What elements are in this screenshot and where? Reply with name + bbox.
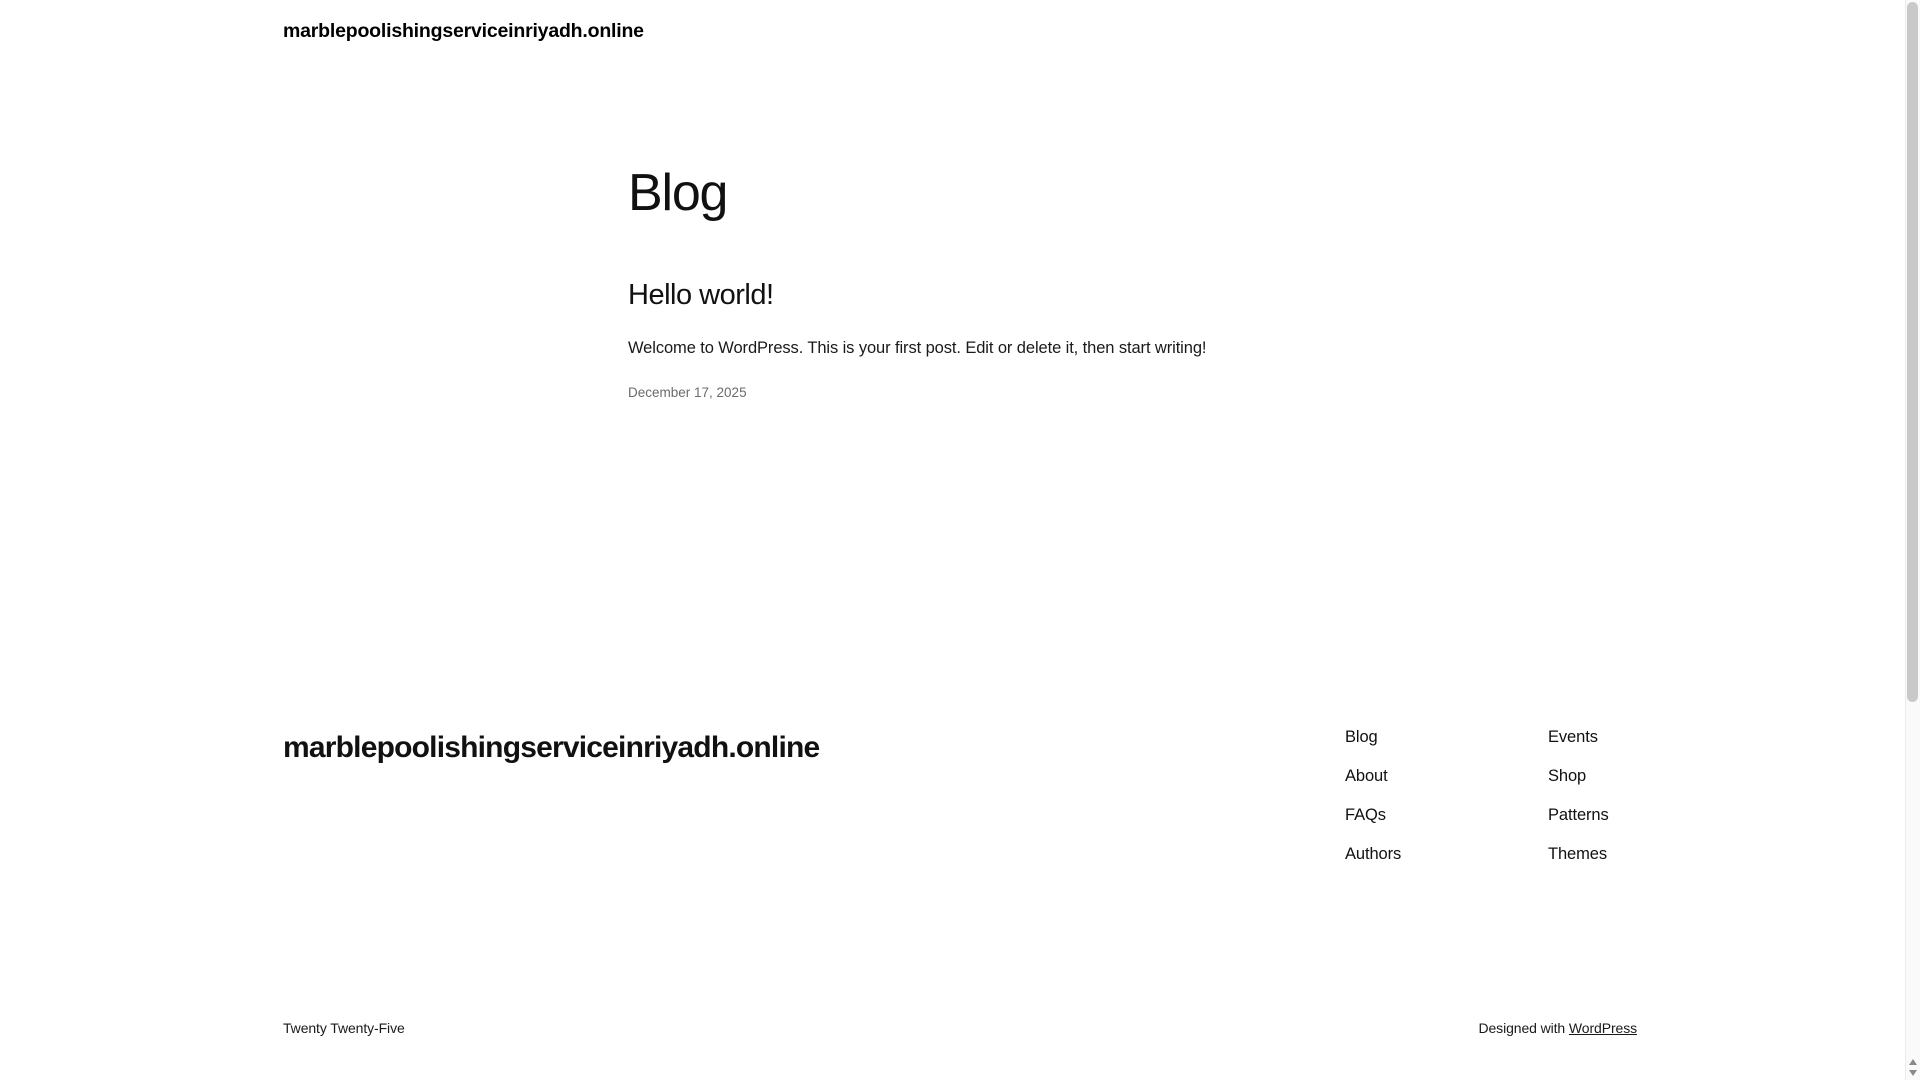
- post-title-link[interactable]: Hello world!: [628, 279, 774, 311]
- footer-bottom-bar: [0, 1020, 1920, 1080]
- wordpress-link[interactable]: WordPress: [1568, 1020, 1637, 1036]
- footer-link-shop[interactable]: Shop: [1548, 767, 1587, 786]
- page-title: Blog: [628, 163, 728, 222]
- vertical-scrollbar[interactable]: [1905, 0, 1920, 1080]
- post-excerpt: Welcome to WordPress. This is your first post. Edit or delete it, then start writing!: [628, 338, 1207, 357]
- site-title-link[interactable]: marblepoolishingserviceinriyadh.online: [283, 20, 644, 42]
- footer-credit: [1478, 1020, 1637, 1036]
- scrollbar-thumb[interactable]: [1907, 2, 1918, 702]
- footer-link-themes[interactable]: Themes: [1548, 845, 1608, 864]
- footer-site-title-link[interactable]: marblepoolishingserviceinriyadh.online: [283, 731, 820, 764]
- footer-nav-column-2: [1548, 728, 1751, 864]
- footer-link-authors[interactable]: Authors: [1345, 845, 1402, 864]
- footer-link-faqs[interactable]: FAQs: [1345, 806, 1386, 825]
- footer-credit-prefix: Designed with: [1478, 1020, 1569, 1036]
- post-date: December 17, 2025: [628, 385, 747, 401]
- scroll-down-arrow-icon[interactable]: [1909, 1070, 1917, 1076]
- footer-link-blog[interactable]: Blog: [1345, 728, 1378, 746]
- site-footer: [0, 700, 1920, 1080]
- footer-theme-name: Twenty Twenty-Five: [283, 1020, 405, 1036]
- footer-navigation: [1345, 728, 1751, 864]
- post-list-item: [628, 278, 1388, 400]
- footer-link-about[interactable]: About: [1345, 767, 1388, 786]
- footer-link-patterns[interactable]: Patterns: [1548, 806, 1609, 825]
- site-header: [0, 0, 1920, 42]
- footer-link-events[interactable]: Events: [1548, 728, 1598, 746]
- footer-nav-column-1: [1345, 728, 1548, 864]
- scroll-up-arrow-icon[interactable]: [1909, 1059, 1917, 1065]
